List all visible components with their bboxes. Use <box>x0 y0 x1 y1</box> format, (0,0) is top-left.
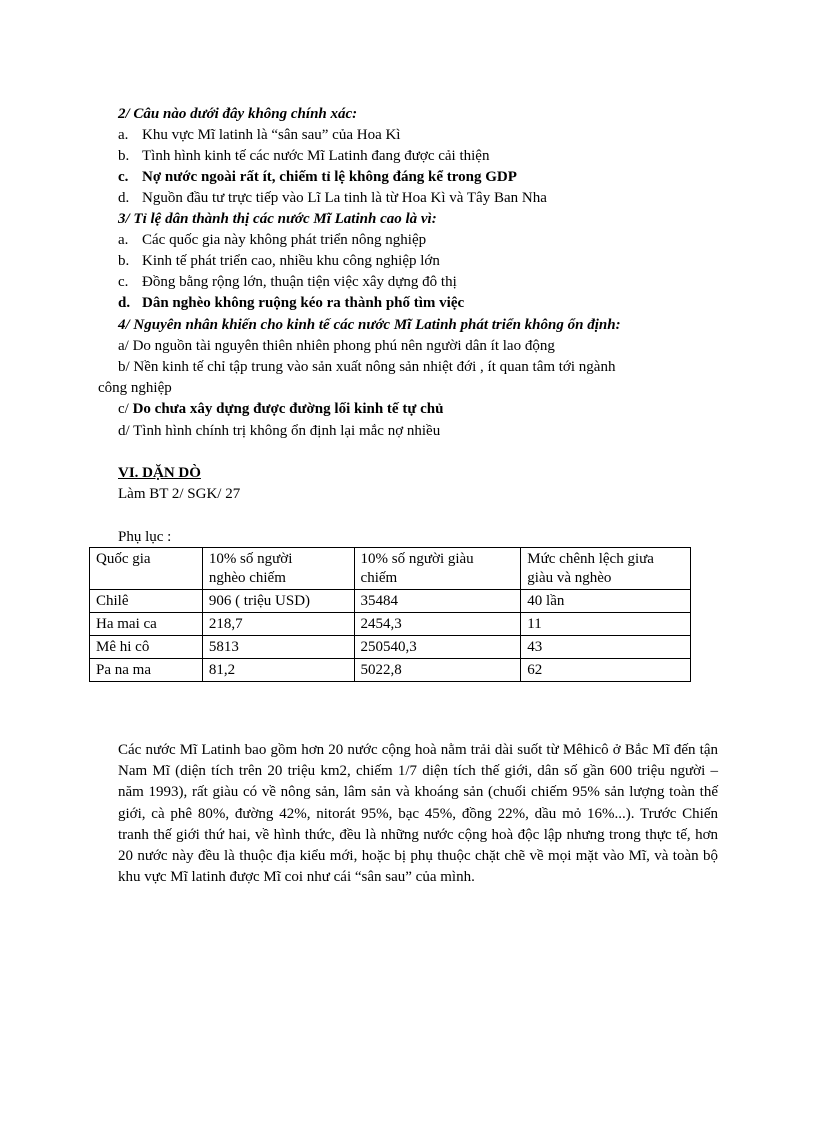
option-label: a. <box>118 232 129 248</box>
option-label: c/ <box>118 401 133 417</box>
question-3-option-b <box>118 251 440 271</box>
option-label: a. <box>118 127 129 143</box>
question-2-option-c <box>118 167 517 187</box>
table-cell: 43 <box>521 636 691 659</box>
question-4-option-b-cont: công nghiệp <box>98 380 172 396</box>
option-text: Nguồn đầu tư trực tiếp vào Lĩ La tinh là từ Hoa Kì và Tây Ban Nha <box>142 190 547 206</box>
option-text: Nợ nước ngoài rất ít, chiếm tỉ lệ không đáng kể trong GDP <box>142 169 517 185</box>
question-2-option-b <box>118 146 489 166</box>
table-header-cell: 10% số người nghèo chiếm <box>202 548 354 590</box>
table-header-cell: 10% số người giàu chiếm <box>354 548 521 590</box>
table-header-row <box>90 548 691 590</box>
option-text: Dân nghèo không ruộng kéo ra thành phố tìm việc <box>142 295 465 311</box>
table-cell: 250540,3 <box>354 636 521 659</box>
table-cell: Chilê <box>90 590 203 613</box>
appendix-table <box>89 547 691 682</box>
table-cell: 35484 <box>354 590 521 613</box>
question-4-heading: 4/ Nguyên nhân khiến cho kinh tế các nước Mĩ Latinh phát triển không ổn định: <box>118 317 621 333</box>
table-cell: Ha mai ca <box>90 613 203 636</box>
option-label: b. <box>118 253 130 269</box>
table-cell: 218,7 <box>202 613 354 636</box>
table-cell: 2454,3 <box>354 613 521 636</box>
table-cell: 906 ( triệu USD) <box>202 590 354 613</box>
option-text: Tình hình kinh tế các nước Mĩ Latinh đang được cải thiện <box>142 148 490 164</box>
question-2-option-a <box>118 125 400 145</box>
table-row <box>90 613 691 636</box>
question-4-option-c <box>118 399 443 419</box>
option-label: d. <box>118 295 131 311</box>
appendix-label: Phụ lục : <box>118 529 172 545</box>
table-cell: 81,2 <box>202 659 354 682</box>
table-header-cell: Mức chênh lệch giưa giàu và nghèo <box>521 548 691 590</box>
option-label: b. <box>118 148 130 164</box>
question-3-heading: 3/ Tỉ lệ dân thành thị các nước Mĩ Latinh cao là vì: <box>118 211 437 227</box>
option-text: Do chưa xây dựng được đường lối kinh tế tự chủ <box>132 401 444 417</box>
table-row <box>90 659 691 682</box>
table-cell: 5813 <box>202 636 354 659</box>
question-3-option-d <box>118 293 464 313</box>
homework-line: Làm BT 2/ SGK/ 27 <box>118 486 241 502</box>
question-4-option-b: b/ Nền kinh tế chỉ tập trung vào sản xuất nông sản nhiệt đới , ít quan tâm tới ngành <box>118 359 616 375</box>
table-cell: Mê hi cô <box>90 636 203 659</box>
table-cell: 5022,8 <box>354 659 521 682</box>
option-label: c. <box>118 274 129 290</box>
question-2-heading: 2/ Câu nào dưới đây không chính xác: <box>118 106 358 122</box>
question-2-option-d <box>118 188 547 208</box>
option-text: Khu vực Mĩ latinh là “sân sau” của Hoa Kì <box>142 127 401 143</box>
table-row <box>90 590 691 613</box>
option-text: Đồng bằng rộng lớn, thuận tiện việc xây dựng đô thị <box>142 274 457 290</box>
option-label: d. <box>118 190 130 206</box>
table-cell: Pa na ma <box>90 659 203 682</box>
question-4-option-d: d/ Tình hình chính trị không ổn định lại mắc nợ nhiều <box>118 423 441 439</box>
option-text: Các quốc gia này không phát triển nông nghiệp <box>142 232 427 248</box>
question-3-option-c <box>118 272 457 292</box>
table-header-cell: Quốc gia <box>90 548 203 590</box>
option-text: Kinh tế phát triển cao, nhiều khu công nghiệp lớn <box>142 253 440 269</box>
table-row <box>90 636 691 659</box>
section-6-title: VI. DẶN DÒ <box>118 465 201 481</box>
question-3-option-a <box>118 230 426 250</box>
question-4-option-a: a/ Do nguồn tài nguyên thiên nhiên phong phú nên người dân ít lao động <box>118 338 555 354</box>
body-paragraph: Các nước Mĩ Latinh bao gồm hơn 20 nước cộng hoà nằm trải dài suốt từ Mêhicô ở Bắc Mĩ đến tận Nam Mĩ (diện tích trên 20 triệu km2, chiếm 1/7 diện tích thế giới, dân số gần 600 triệu người – năm 1993), rất giàu có về nông sản, lâm sản và khoáng sản (chuối chiếm 95% sản lượng toàn thế giới, cà phê 80%, đường 42%, nitorát 95%, bạc 45%, đồng 22%, dầu mỏ 16%...). Trước Chiến tranh thế giới thứ hai, về hình thức, đều là những nước cộng hoà độc lập nhưng trong thực tế, hơn 20 nước này đều là thuộc địa kiểu mới, hoặc bị phụ thuộc chặt chẽ về mọi mặt vào Mĩ, và toàn bộ khu vực Mĩ latinh được Mĩ coi như cái “sân sau” của mình. <box>118 742 718 886</box>
option-label: c. <box>118 169 129 185</box>
table-cell: 40 lần <box>521 590 691 613</box>
table-cell: 62 <box>521 659 691 682</box>
table-cell: 11 <box>521 613 691 636</box>
